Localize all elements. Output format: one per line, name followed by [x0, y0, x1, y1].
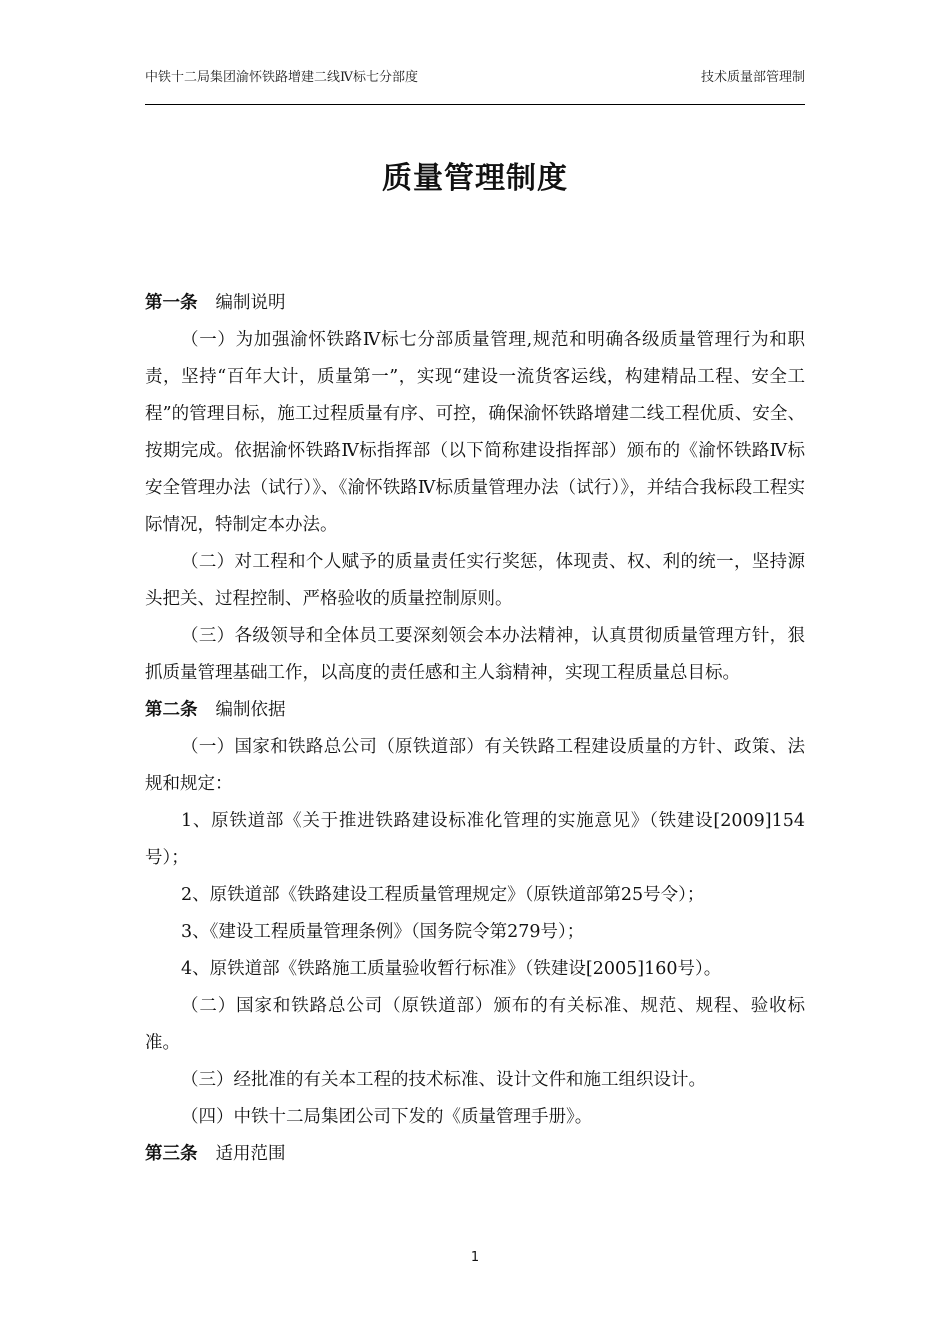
article-title: 编制说明	[215, 293, 286, 313]
document-body	[145, 285, 805, 1173]
article-3-heading	[145, 1136, 805, 1173]
article-2-heading	[145, 692, 805, 729]
article-1-heading	[145, 285, 805, 322]
document-title: 质量管理制度	[382, 161, 568, 196]
article-title: 编制依据	[215, 700, 286, 720]
paragraph: （一）国家和铁路总公司（原铁道部）有关铁路工程建设质量的方针、政策、法规和规定：	[145, 737, 805, 794]
header-divider	[145, 104, 805, 105]
list-item: 3、《建设工程质量管理条例》（国务院令第279号）；	[181, 922, 585, 942]
list-item: 2、原铁道部《铁路建设工程质量管理规定》（原铁道部第25号令）；	[181, 885, 705, 905]
page-number: 1	[470, 1250, 480, 1265]
article-label: 第一条	[145, 293, 198, 313]
running-header-left: 中铁十二局集团渝怀铁路增建二线Ⅳ标七分部度	[145, 70, 418, 85]
paragraph: （二）对工程和个人赋予的质量责任实行奖惩，体现责、权、利的统一，坚持源头把关、过程控制、严格验收的质量控制原则。	[145, 552, 805, 609]
running-header-right: 技术质量部管理制	[700, 70, 805, 85]
paragraph: （三）各级领导和全体员工要深刻领会本办法精神，认真贯彻质量管理方针，狠抓质量管理基础工作，以高度的责任感和主人翁精神，实现工程质量总目标。	[145, 626, 805, 683]
list-item: 1、原铁道部《关于推进铁路建设标准化管理的实施意见》（铁建设[2009]154号）；	[145, 811, 805, 868]
list-item: 4、原铁道部《铁路施工质量验收暂行标准》（铁建设[2005]160号）。	[181, 959, 722, 979]
article-label: 第二条	[145, 700, 198, 720]
article-title: 适用范围	[215, 1144, 286, 1164]
article-label: 第三条	[145, 1144, 198, 1164]
paragraph: （三）经批准的有关本工程的技术标准、设计文件和施工组织设计。	[181, 1070, 706, 1090]
paragraph: （一）为加强渝怀铁路Ⅳ标七分部质量管理,规范和明确各级质量管理行为和职责，坚持“百年大计，质量第一”，实现“建设一流货客运线，构建精品工程、安全工程”的管理目标，施工过程质量有序、可控，确保渝怀铁路增建二线工程优质、安全、按期完成。依据渝怀铁路Ⅳ标指挥部（以下简称建设指挥部）颁布的《渝怀铁路Ⅳ标安全管理办法（试行）》、《渝怀铁路Ⅳ标质量管理办法（试行）》，并结合我标段工程实际情况，特制定本办法。	[145, 330, 805, 535]
paragraph: （四）中铁十二局集团公司下发的《质量管理手册》。	[181, 1107, 593, 1127]
paragraph: （二）国家和铁路总公司（原铁道部）颁布的有关标准、规范、规程、验收标准。	[145, 996, 805, 1053]
